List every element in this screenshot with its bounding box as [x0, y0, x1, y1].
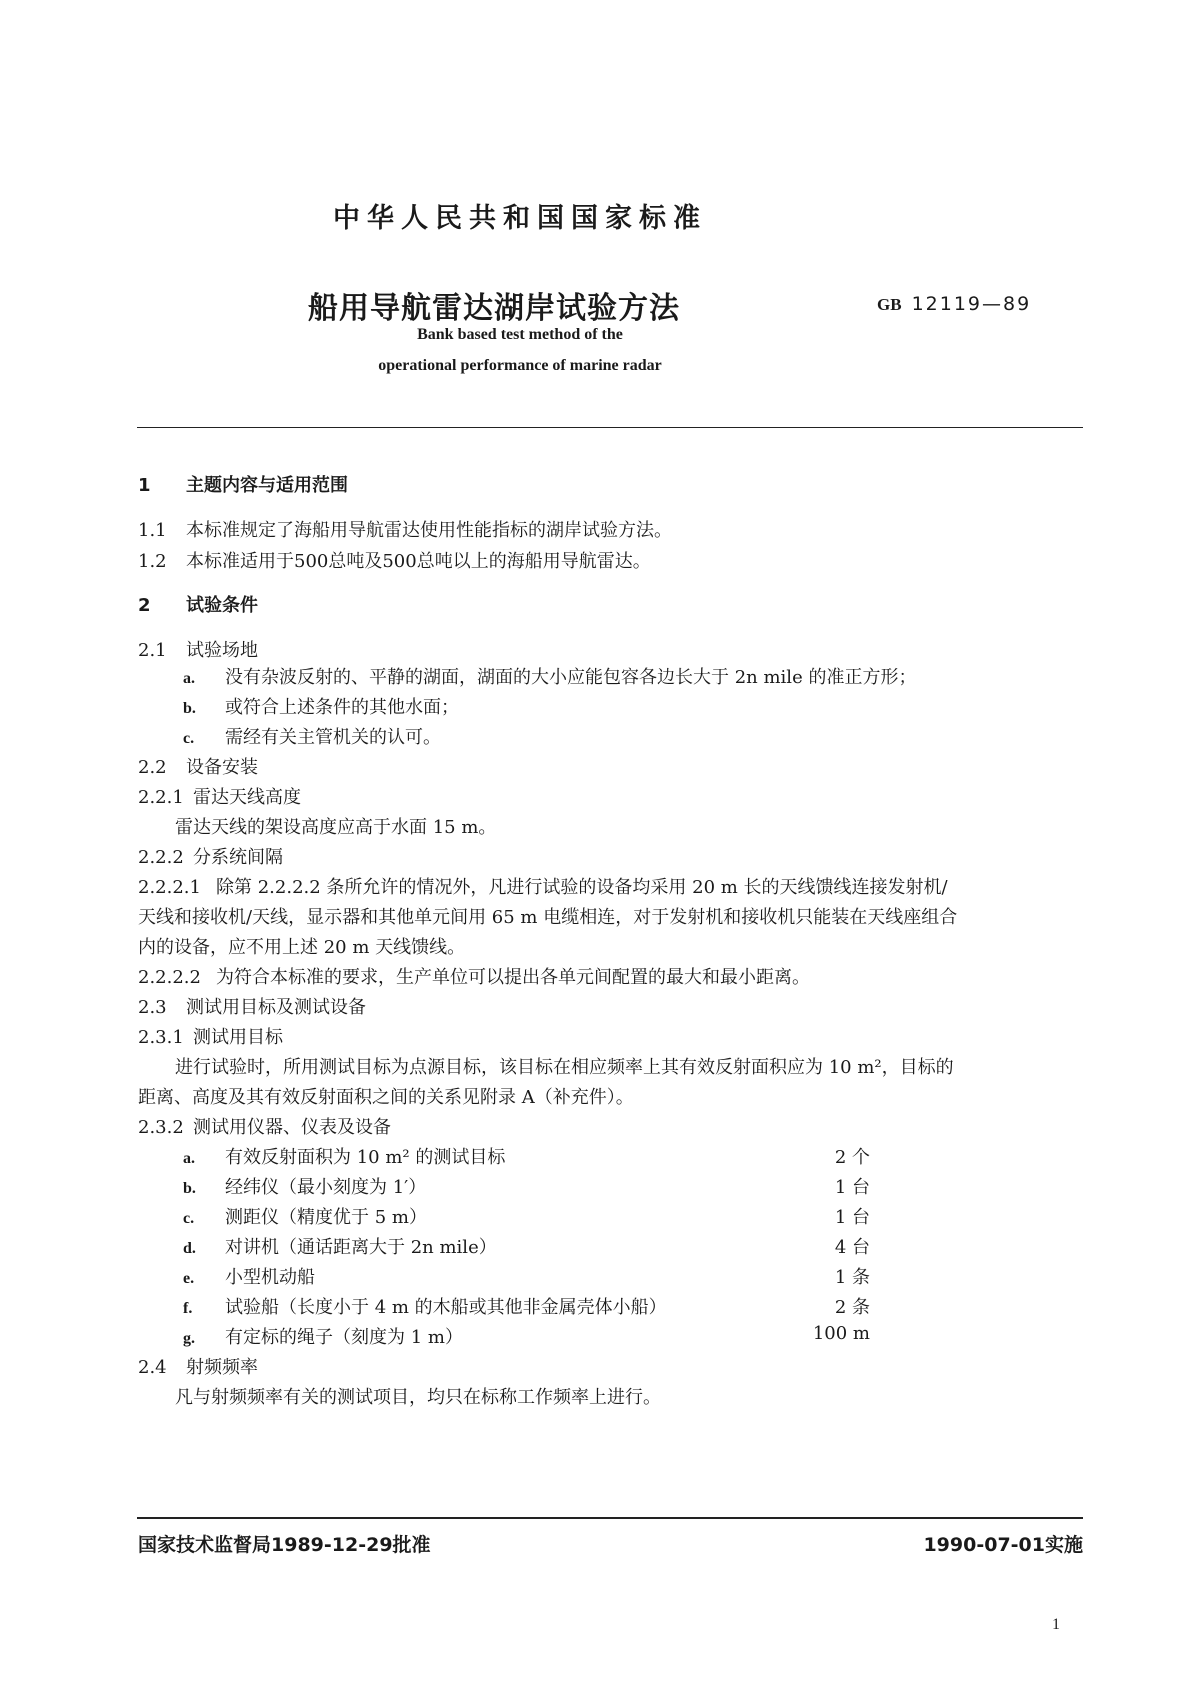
- english-title-line-1: Bank based test method of the: [417, 326, 623, 343]
- paragraph: 凡与射频频率有关的测试项目，均只在标称工作频率上进行。: [175, 1387, 661, 1408]
- equipment-item: f. 试验船（长度小于 4 m 的木船或其他非金属壳体小船）: [183, 1297, 667, 1318]
- clause-2-3: 2.3 测试用目标及测试设备: [138, 997, 366, 1018]
- paragraph: 内的设备，应不用上述 20 m 天线馈线。: [138, 937, 466, 958]
- equipment-item: g. 有定标的绳子（刻度为 1 m）: [183, 1327, 463, 1348]
- equipment-qty: 1 台: [834, 1207, 870, 1228]
- equipment-qty: 1 条: [834, 1267, 870, 1288]
- standard-code: [877, 293, 1031, 315]
- clause-2-2: 2.2 设备安装: [138, 757, 258, 778]
- equipment-qty: 1 台: [834, 1177, 870, 1198]
- page-number: 1: [1052, 1616, 1060, 1633]
- clause-2-1: 2.1 试验场地: [138, 640, 258, 661]
- clause-2-2-2: 2.2.2 分系统间隔: [138, 847, 283, 868]
- equipment-qty: 4 台: [834, 1237, 870, 1258]
- equipment-qty: 2 个: [834, 1147, 870, 1168]
- gb-prefix: GB: [877, 295, 902, 314]
- gb-number: 12119—89: [911, 293, 1032, 315]
- clause-2-3-1: 2.3.1 测试用目标: [138, 1027, 283, 1048]
- paragraph: 雷达天线的架设高度应高于水面 15 m。: [175, 817, 497, 838]
- list-item: c. 需经有关主管机关的认可。: [183, 727, 441, 748]
- section-2-heading: 2 试验条件: [138, 595, 258, 616]
- clause-2-2-2-1: 2.2.2.1 除第 2.2.2.2 条所允许的情况外，凡进行试验的设备均采用 20 m 长的天线馈线连接发射机/: [138, 877, 948, 898]
- equipment-item: b. 经纬仪（最小刻度为 1′）: [183, 1177, 427, 1198]
- paragraph: 进行试验时，所用测试目标为点源目标，该目标在相应频率上其有效反射面积应为 10 m²，目标的: [175, 1057, 954, 1078]
- list-item: a. 没有杂波反射的、平静的湖面，湖面的大小应能包容各边长大于 2n mile 的准正方形；: [183, 667, 917, 688]
- header-divider: [137, 427, 1083, 428]
- section-1-heading: 1 主题内容与适用范围: [138, 475, 348, 496]
- document-title: 船用导航雷达湖岸试验方法: [308, 291, 680, 326]
- equipment-item: c. 测距仪（精度优于 5 m）: [183, 1207, 427, 1228]
- english-title-line-2: operational performance of marine radar: [378, 357, 662, 374]
- paragraph: 距离、高度及其有效反射面积之间的关系见附录 A（补充件）。: [138, 1087, 634, 1108]
- footer-divider: [137, 1517, 1083, 1519]
- clause-2-2-2-2: 2.2.2.2 为符合本标准的要求，生产单位可以提出各单元间配置的最大和最小距离。: [138, 967, 810, 988]
- equipment-item: e. 小型机动船: [183, 1267, 315, 1288]
- equipment-item: d. 对讲机（通话距离大于 2n mile）: [183, 1237, 497, 1258]
- clause-1-1: 1.1 本标准规定了海船用导航雷达使用性能指标的湖岸试验方法。: [138, 520, 672, 541]
- clause-2-4: 2.4 射频频率: [138, 1357, 258, 1378]
- national-standard-heading: 中华人民共和国国家标准: [333, 203, 707, 234]
- clause-2-3-2: 2.3.2 测试用仪器、仪表及设备: [138, 1117, 391, 1138]
- clause-2-2-1: 2.2.1 雷达天线高度: [138, 787, 301, 808]
- list-item: b. 或符合上述条件的其他水面；: [183, 697, 459, 718]
- clause-1-2: 1.2 本标准适用于500总吨及500总吨以上的海船用导航雷达。: [138, 551, 651, 572]
- paragraph: 天线和接收机/天线，显示器和其他单元间用 65 m 电缆相连，对于发射机和接收机只能装在天线座组合: [138, 907, 958, 928]
- implementation-date: 1990-07-01实施: [923, 1534, 1083, 1556]
- equipment-qty: 100 m: [812, 1323, 870, 1344]
- equipment-qty: 2 条: [834, 1297, 870, 1318]
- approval-date: 国家技术监督局1989-12-29批准: [138, 1534, 431, 1556]
- equipment-item: a. 有效反射面积为 10 m² 的测试目标: [183, 1147, 506, 1168]
